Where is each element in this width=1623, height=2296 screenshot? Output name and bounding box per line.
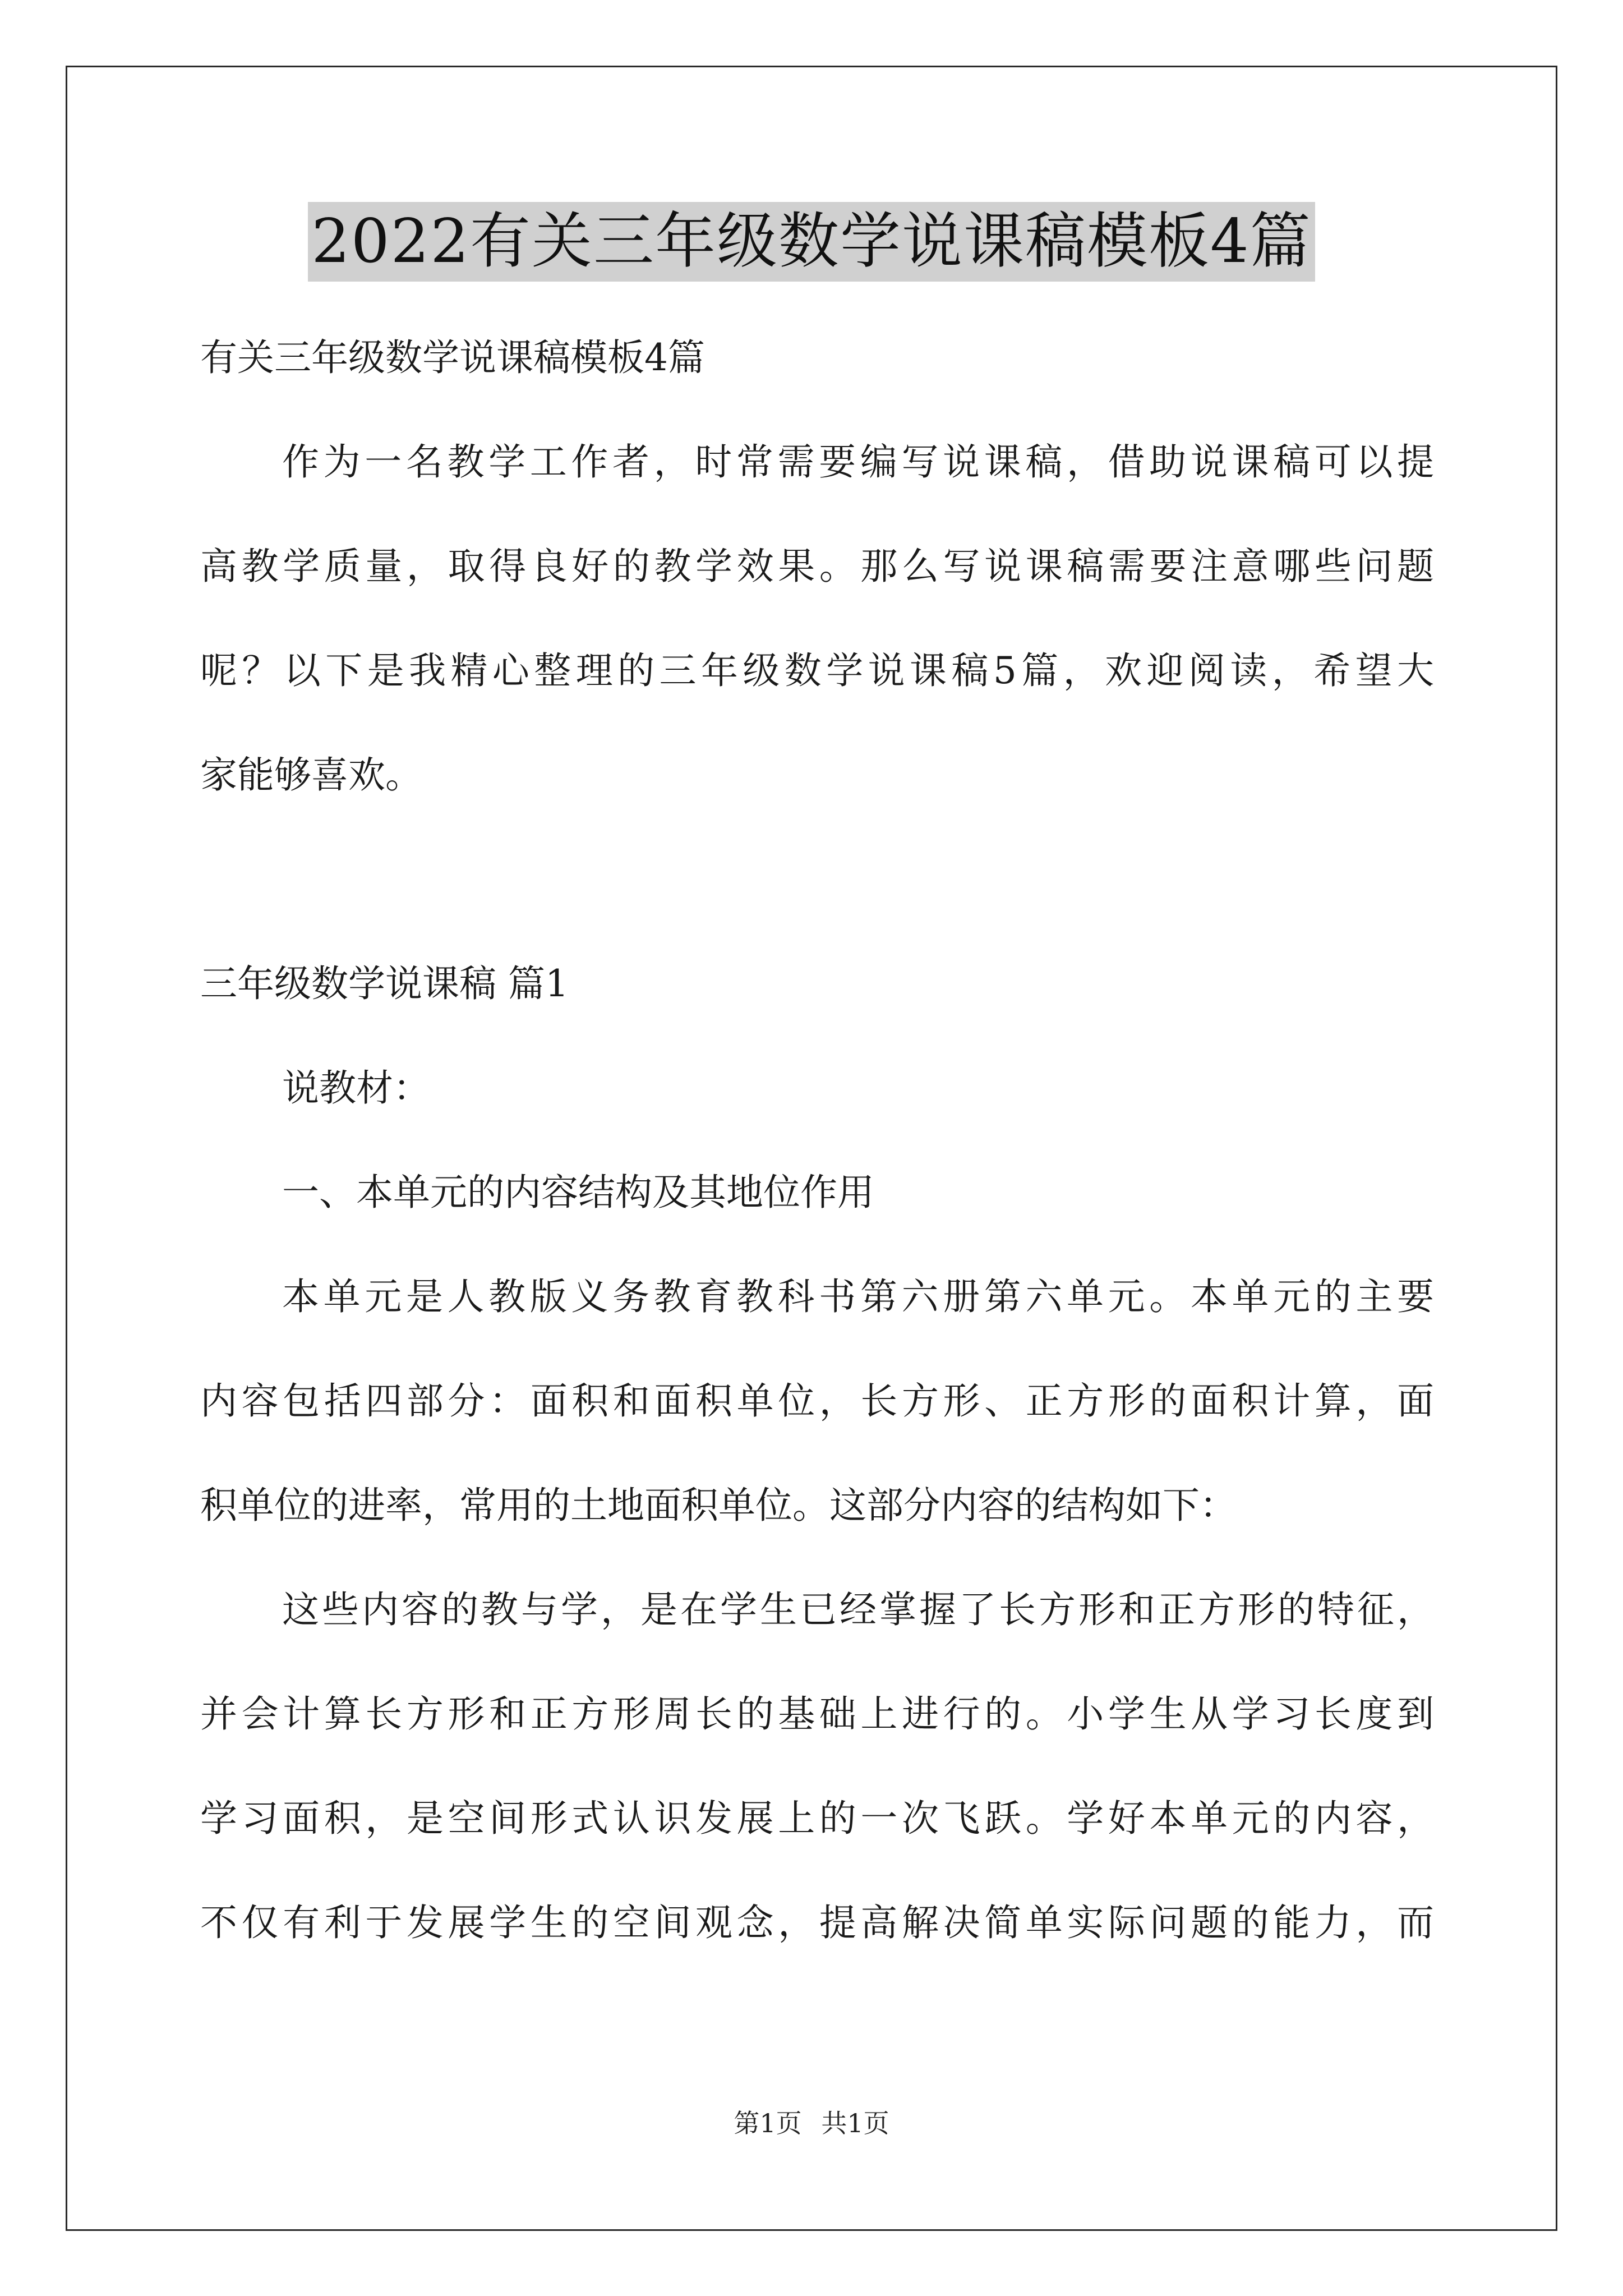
page-number-current: 第1页 <box>734 2108 802 2138</box>
paragraph-line: 本单元是人教版义务教育教科书第六册第六单元。本单元的主要 <box>282 1275 1434 1318</box>
section-heading: 三年级数学说课稿 篇1 <box>200 962 569 1005</box>
intro-line: 呢？以下是我精心整理的三年级数学说课稿5篇，欢迎阅读，希望大 <box>200 649 1434 692</box>
page-number-total: 共1页 <box>821 2108 889 2138</box>
intro-line: 作为一名教学工作者，时常需要编写说课稿，借助说课稿可以提 <box>282 440 1434 484</box>
title-container <box>0 202 1623 282</box>
paragraph-line: 这些内容的教与学，是在学生已经掌握了长方形和正方形的特征， <box>282 1588 1434 1631</box>
intro-line: 高教学质量，取得良好的教学效果。那么写说课稿需要注意哪些问题 <box>200 545 1434 588</box>
point-heading: 一、本单元的内容结构及其地位作用 <box>282 1171 874 1214</box>
spacer <box>200 827 1434 932</box>
paragraph-line: 并会计算长方形和正方形周长的基础上进行的。小学生从学习长度到 <box>200 1692 1434 1736</box>
document-subtitle: 有关三年级数学说课稿模板4篇 <box>200 336 705 379</box>
sub-heading: 说教材： <box>282 1066 430 1110</box>
page-footer <box>0 2106 1623 2140</box>
paragraph-line: 学习面积，是空间形式认识发展上的一次飞跃。学好本单元的内容， <box>200 1797 1434 1840</box>
paragraph-line: 内容包括四部分：面积和面积单位，长方形、正方形的面积计算，面 <box>200 1379 1434 1423</box>
paragraph-line: 不仅有利于发展学生的空间观念，提高解决简单实际问题的能力，而 <box>200 1901 1434 1944</box>
document-title: 2022有关三年级数学说课稿模板4篇 <box>308 202 1315 282</box>
paragraph-line: 积单位的进率，常用的土地面积单位。这部分内容的结构如下： <box>200 1484 1237 1527</box>
intro-line: 家能够喜欢。 <box>200 753 422 797</box>
document-body <box>200 306 1434 1975</box>
